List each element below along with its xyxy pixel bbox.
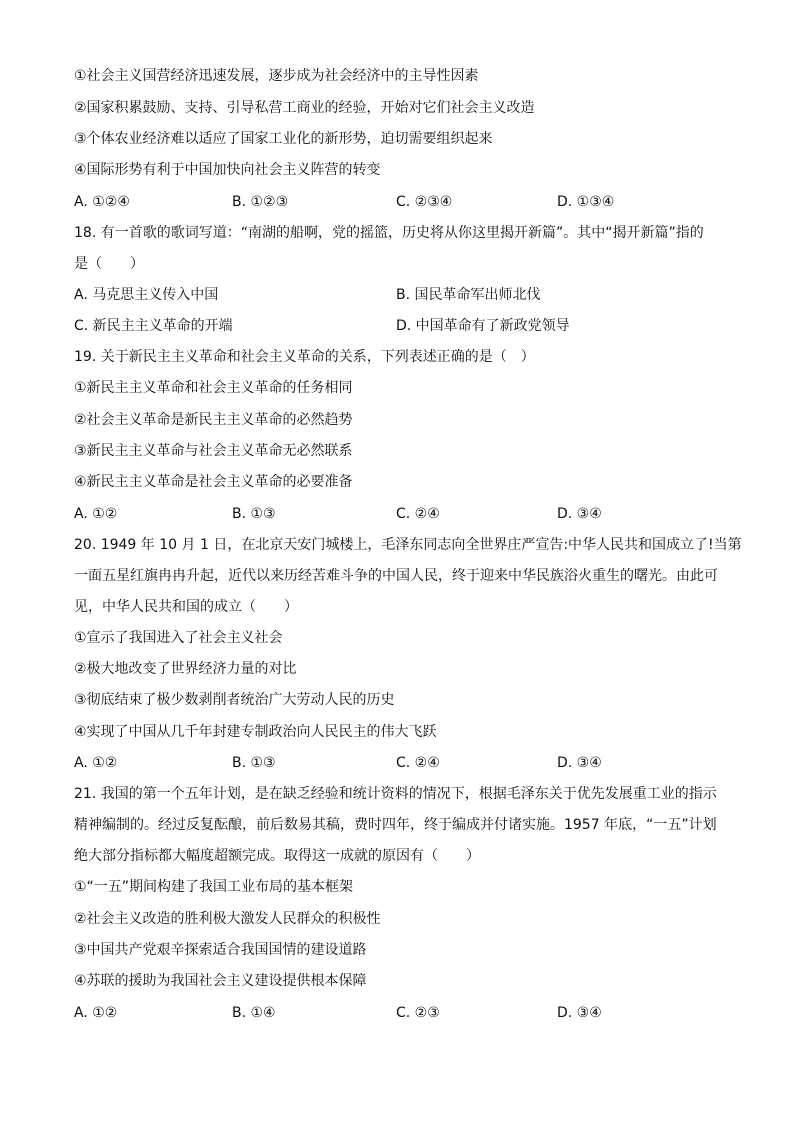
q19-statement-3: ③新民主主义革命与社会主义革命无必然联系 xyxy=(74,443,353,459)
q20-stem-line-1: 20. 1949 年 10 月 1 日，在北京天安门城楼上，毛泽东同志向全世界庄严宣告:中华人民共和国成立了!当第 xyxy=(74,537,742,553)
q20-option-c: C. ②④ xyxy=(396,755,440,771)
q20-stem-line-3: 见，中华人民共和国的成立（ ） xyxy=(74,599,298,615)
q21-statement-2: ②社会主义改造的胜利极大激发人民群众的积极性 xyxy=(74,911,381,927)
q17-option-c: C. ②③④ xyxy=(396,194,453,210)
q17-statement-3: ③个体农业经济难以适应了国家工业化的新形势，迫切需要组织起来 xyxy=(74,131,493,147)
q19-stem: 19. 关于新民主主义革命和社会主义革命的关系，下列表述正确的是（ ） xyxy=(74,349,535,365)
q18-stem-line-2: 是（ ） xyxy=(74,256,144,272)
q20-statement-2: ②极大地改变了世界经济力量的对比 xyxy=(74,661,297,677)
q19-option-d: D. ③④ xyxy=(557,506,602,522)
q17-option-a: A. ①②④ xyxy=(74,194,130,210)
q20-stem-line-2: 一面五星红旗冉冉升起，近代以来历经苦难斗争的中国人民，终于迎来中华民族浴火重生的曙光。由此可 xyxy=(74,568,718,584)
q18-option-a: A. 马克思主义传入中国 xyxy=(74,287,219,303)
q18-option-d: D. 中国革命有了新政党领导 xyxy=(396,318,570,334)
q18-option-c: C. 新民主主义革命的开端 xyxy=(74,318,233,334)
q19-option-c: C. ②④ xyxy=(396,506,440,522)
q17-option-d: D. ①③④ xyxy=(557,194,615,210)
q20-statement-1: ①宣示了我国进入了社会主义社会 xyxy=(74,630,283,646)
q21-statement-1: ①“一五”期间构建了我国工业布局的基本框架 xyxy=(74,879,354,895)
q20-option-a: A. ①② xyxy=(74,755,118,771)
q21-option-a: A. ①② xyxy=(74,1005,118,1021)
q18-stem-line-1: 18. 有一首歌的歌词写道：“南湖的船啊，党的摇篮，历史将从你这里揭开新篇”。其中“揭开新篇”指的 xyxy=(74,225,704,241)
q20-option-b: B. ①③ xyxy=(232,755,276,771)
q21-stem-line-3: 绝大部分指标都大幅度超额完成。取得这一成就的原因有（ ） xyxy=(74,848,480,864)
q19-statement-4: ④新民主主义革命是社会主义革命的必要准备 xyxy=(74,474,353,490)
q21-statement-3: ③中国共产党艰辛探索适合我国国情的建设道路 xyxy=(74,942,367,958)
q21-statement-4: ④苏联的援助为我国社会主义建设提供根本保障 xyxy=(74,973,367,989)
q18-option-b: B. 国民革命军出师北伐 xyxy=(396,287,541,303)
q21-stem-line-1: 21. 我国的第一个五年计划，是在缺乏经验和统计资料的情况下，根据毛泽东关于优先发展重工业的指示 xyxy=(74,786,717,802)
q21-stem-line-2: 精神编制的。经过反复酝酿，前后数易其稿，费时四年，终于编成并付诸实施。1957 年底，“一五”计划 xyxy=(74,817,717,833)
q21-option-d: D. ③④ xyxy=(557,1005,602,1021)
q17-statement-1: ①社会主义国营经济迅速发展，逐步成为社会经济中的主导性因素 xyxy=(74,68,479,84)
q21-option-c: C. ②③ xyxy=(396,1005,440,1021)
q19-statement-1: ①新民主主义革命和社会主义革命的任务相同 xyxy=(74,380,353,396)
q19-statement-2: ②社会主义革命是新民主主义革命的必然趋势 xyxy=(74,412,353,428)
q17-statement-2: ②国家积累鼓励、支持、引导私营工商业的经验，开始对它们社会主义改造 xyxy=(74,100,535,116)
q17-statement-4: ④国际形势有利于中国加快向社会主义阵营的转变 xyxy=(74,162,381,178)
q19-option-b: B. ①③ xyxy=(232,506,276,522)
q17-option-b: B. ①②③ xyxy=(232,194,289,210)
q20-option-d: D. ③④ xyxy=(557,755,602,771)
q20-statement-4: ④实现了中国从几千年封建专制政治向人民民主的伟大飞跃 xyxy=(74,724,437,740)
q20-statement-3: ③彻底结束了极少数剥削者统治广大劳动人民的历史 xyxy=(74,692,395,708)
q21-option-b: B. ①④ xyxy=(232,1005,276,1021)
q19-option-a: A. ①② xyxy=(74,506,118,522)
